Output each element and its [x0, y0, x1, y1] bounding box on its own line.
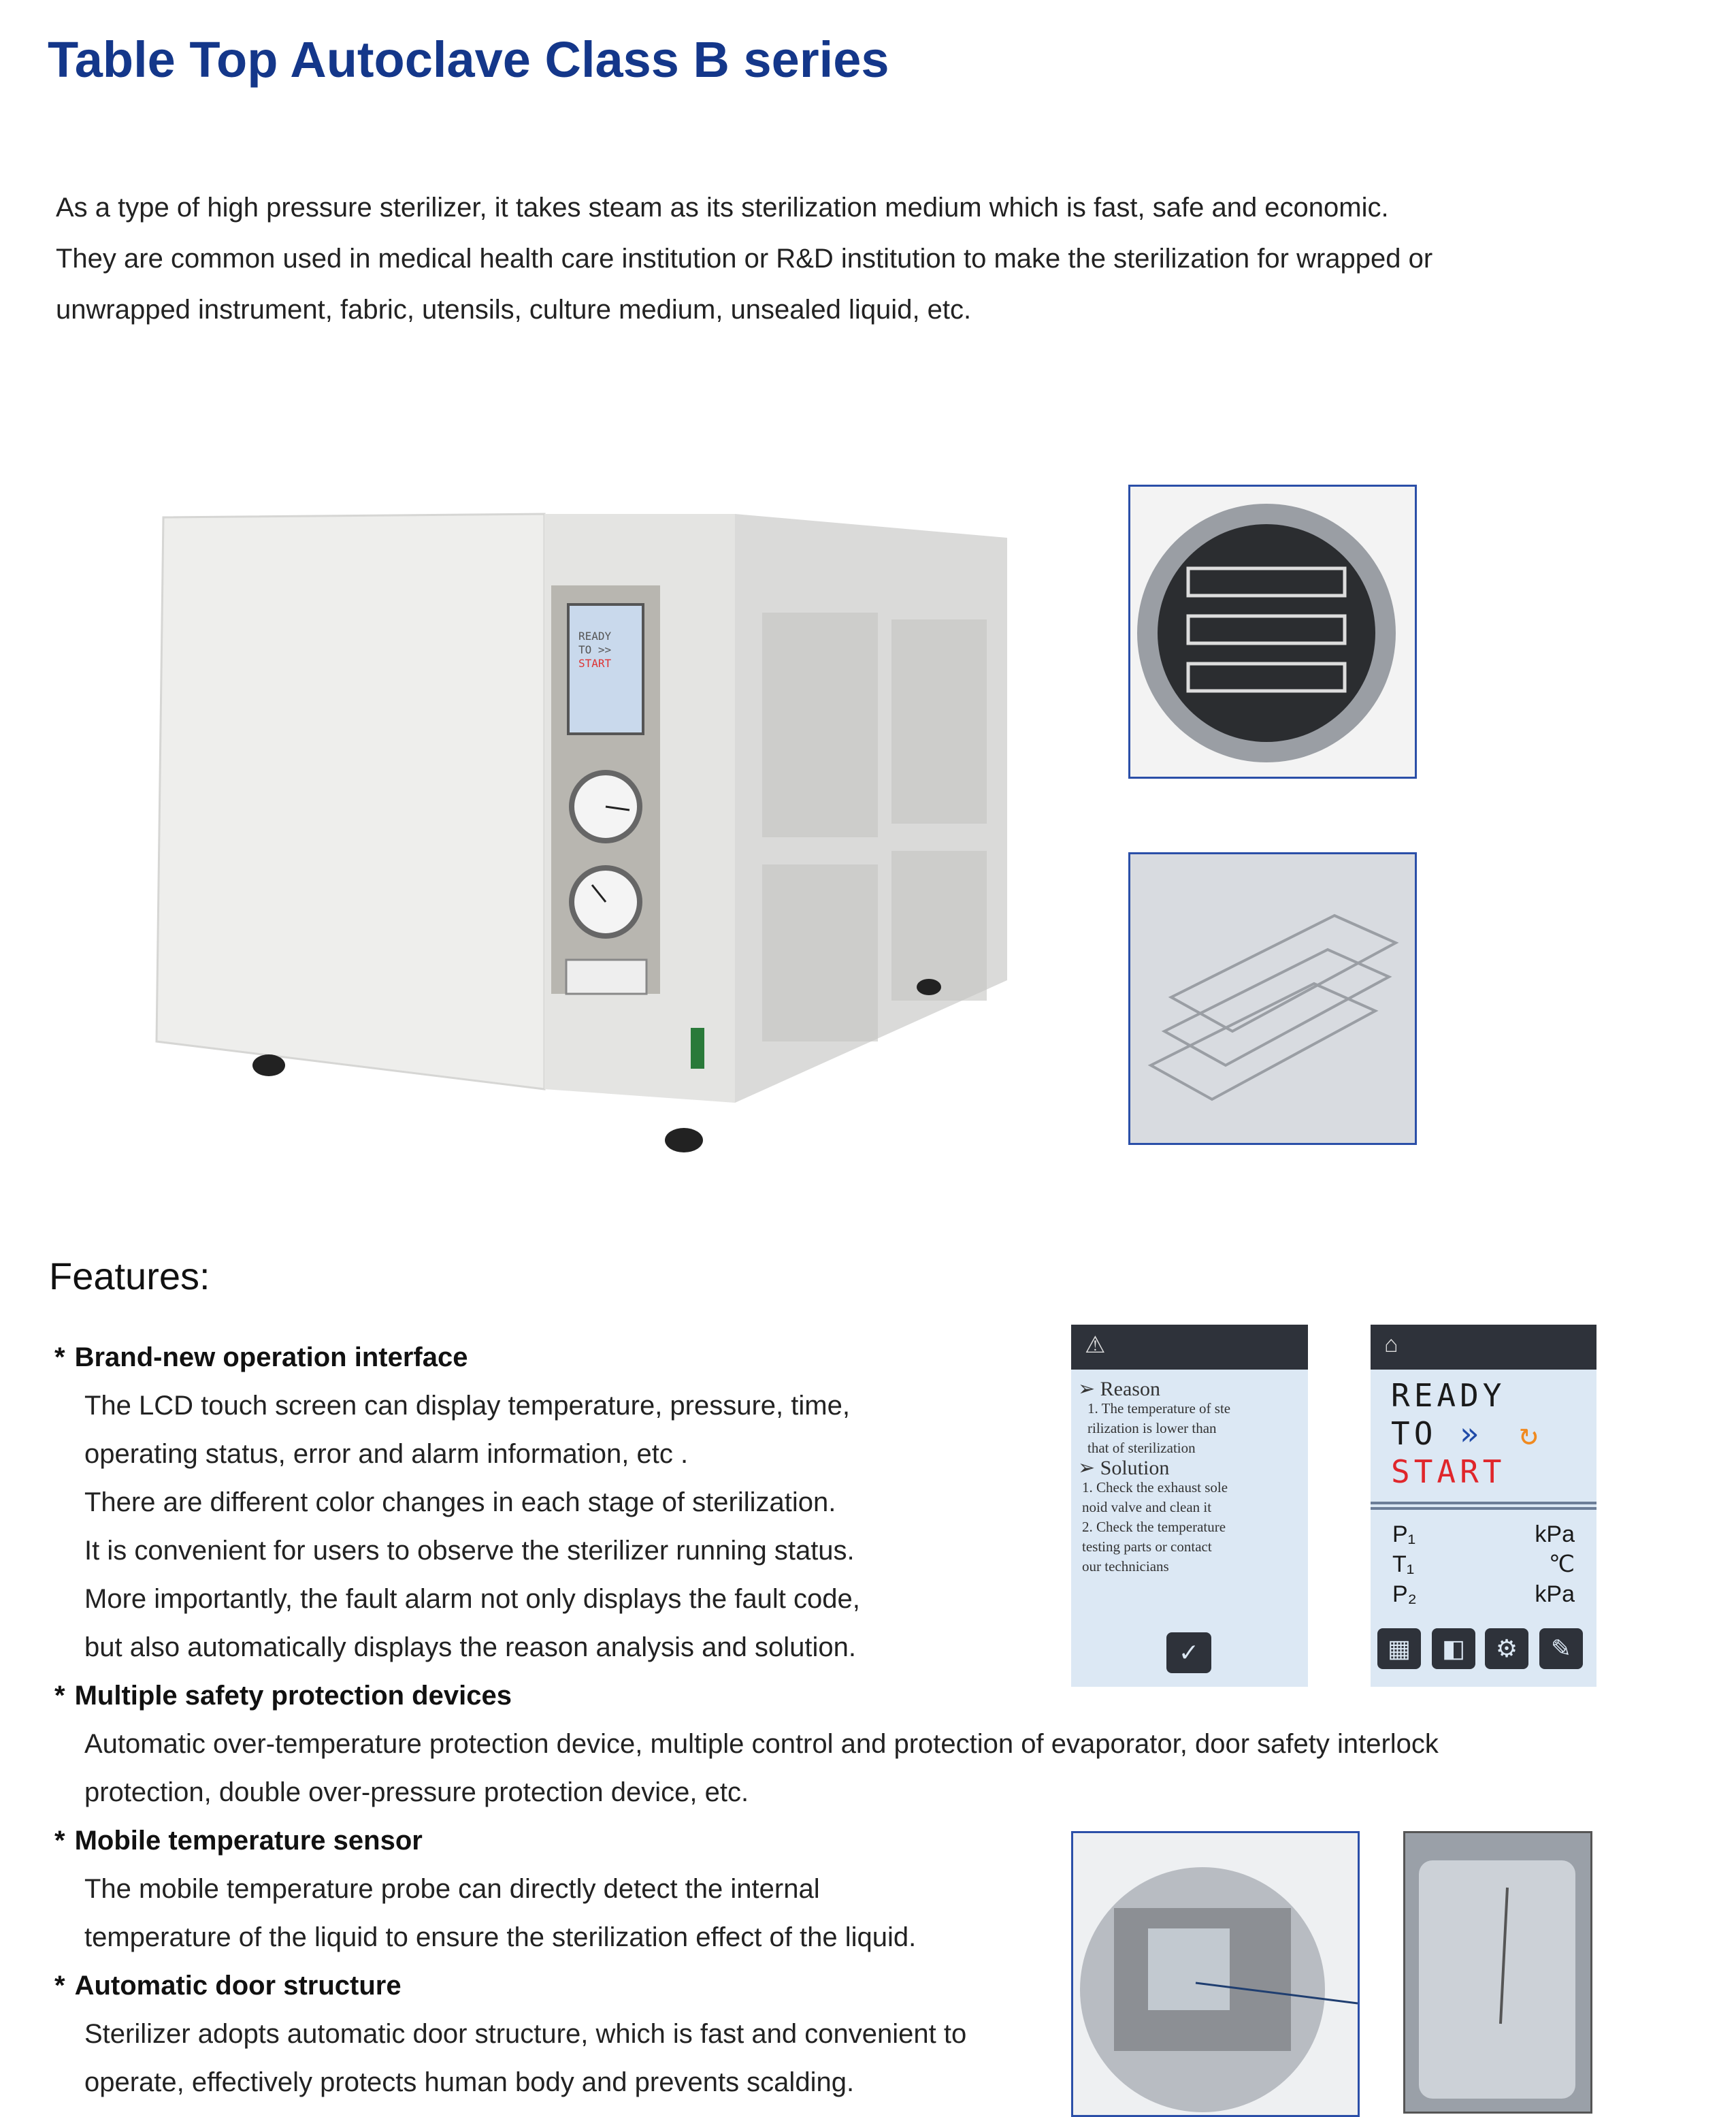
page-title: Table Top Autoclave Class B series — [48, 31, 889, 88]
tray-rack-photo — [1128, 852, 1417, 1145]
home-screen: ⌂ READY TO » ↻ START P₁ kPa T₁ ℃ P₂ kPa ▦ ◧ ⚙ ✎ — [1371, 1325, 1596, 1687]
feature-line: Automatic over-temperature protection device, multiple control and protection of evaporator, door safety interlock — [84, 1729, 1439, 1759]
chamber-sensor-photo — [1071, 1831, 1360, 2117]
liquid-probe-photo — [1403, 1831, 1592, 2114]
chamber-photo — [1128, 485, 1417, 779]
feature-line: operate, effectively protects human body and prevents scalding. — [84, 2067, 855, 2097]
feature-title: * Multiple safety protection devices — [54, 1681, 512, 1711]
feature-line: but also automatically displays the reason analysis and solution. — [84, 1632, 856, 1662]
feature-line: protection, double over-pressure protection device, etc. — [84, 1777, 749, 1807]
svg-text:START: START — [578, 657, 612, 670]
feature-line: It is convenient for users to observe the sterilizer running status. — [84, 1536, 855, 1566]
gear-icon[interactable]: ⚙ — [1485, 1628, 1528, 1669]
intro-line: They are common used in medical health care institution or R&D institution to make the sterilization for wrapped or — [56, 244, 1433, 274]
reading-row: P₂ kPa — [1392, 1581, 1575, 1607]
svg-text:TO >>: TO >> — [578, 643, 612, 656]
feature-line: Sterilizer adopts automatic door structure, which is fast and convenient to — [84, 2019, 967, 2049]
warning-icon: ⚠ — [1071, 1325, 1308, 1370]
intro-line: unwrapped instrument, fabric, utensils, culture medium, unsealed liquid, etc. — [56, 295, 972, 325]
machine-lcd-text: READY — [578, 630, 612, 643]
features-heading: Features: — [49, 1255, 210, 1297]
feature-line: There are different color changes in each stage of sterilization. — [84, 1487, 836, 1517]
feature-title: * Brand-new operation interface — [54, 1342, 468, 1372]
feature-line: The mobile temperature probe can directly detect the internal — [84, 1874, 820, 1904]
autoclave-product-image — [150, 504, 1014, 1171]
home-icon: ⌂ — [1371, 1325, 1596, 1370]
confirm-check-button[interactable]: ✓ — [1166, 1632, 1211, 1673]
refresh-icon: ↻ — [1519, 1415, 1543, 1452]
reading-row: P₁ kPa — [1392, 1521, 1575, 1547]
record-icon[interactable]: ✎ — [1539, 1628, 1583, 1669]
feature-line: operating status, error and alarm information, etc . — [84, 1439, 689, 1469]
feature-title: * Mobile temperature sensor — [54, 1826, 423, 1856]
alarm-screen: ⚠ ➢ Reason 1. The temperature of ste rilization is lower than that of sterilization ➢ Solution 1. Check the exhaust sole noid valve and clean it 2. Check the temperature testing parts or contact our technicians ✓ — [1071, 1325, 1308, 1687]
grid-menu-icon[interactable]: ▦ — [1377, 1628, 1421, 1669]
intro-line: As a type of high pressure sterilizer, it takes steam as its sterilization medium which is fast, safe and economic. — [56, 193, 1389, 223]
reading-row: T₁ ℃ — [1392, 1551, 1575, 1577]
door-icon[interactable]: ◧ — [1432, 1628, 1475, 1669]
feature-line: More importantly, the fault alarm not only displays the fault code, — [84, 1584, 860, 1614]
feature-line: The LCD touch screen can display temperature, pressure, time, — [84, 1391, 850, 1421]
feature-title: * Automatic door structure — [54, 1971, 402, 2001]
feature-line: temperature of the liquid to ensure the sterilization effect of the liquid. — [84, 1922, 917, 1952]
